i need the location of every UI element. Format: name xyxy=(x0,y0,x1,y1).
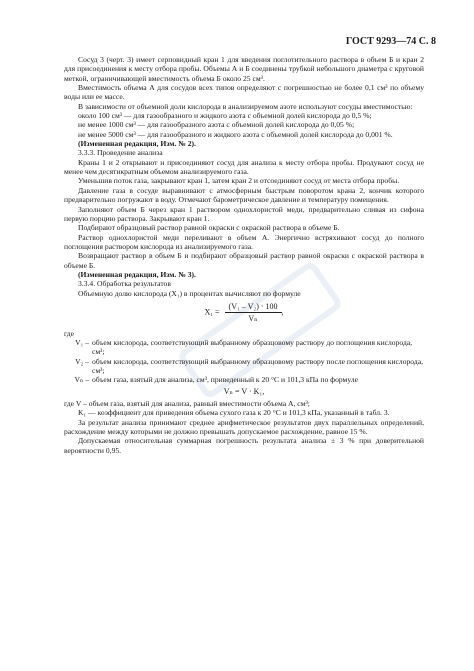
paragraph: Заполняют объем Б через кран 1 раствором однохлористой меди, предварительно сливая из сифона первую порцию раствора. Закрывают кран 1. xyxy=(64,204,424,223)
paragraph: Подбирают образцовый раствор равной окраски с окраской раствора в объеме Б. xyxy=(78,223,340,233)
variable-definition: объем кислорода, соответствующий выбранному образцовому раствору до поглощения кислорода, см³; xyxy=(92,337,413,357)
paragraph: За результат анализа принимают среднее арифметическое результатов двух параллельных определений, расхождение между которыми не должно превышать допускаемое расхождение, равное 15 %. xyxy=(64,417,424,437)
formula-denominator: Vₙ xyxy=(248,314,258,324)
variable-symbol: V₁ – xyxy=(75,337,89,347)
list-item: около 100 см³ — для газообразного и жидкого азота с объемной долей кислорода до 0,5 %; xyxy=(78,111,372,121)
paragraph: Уменьшив поток газа, закрывают кран 1, затем кран 2 и отсоединяют сосуд от места отбора пробы. xyxy=(78,176,400,186)
page-header: ГОСТ 9293—74 С. 8 xyxy=(345,36,436,47)
variable-symbol: V₂ – xyxy=(75,356,89,366)
where-intro: где xyxy=(64,328,74,338)
paragraph: Краны 1 и 2 открывают и присоединяют сосуд для анализа к месту отбора пробы. Продувают сосуд не менее чем десятикратным объемом анализируемого газа. xyxy=(64,157,424,177)
paragraph: В зависимости от объемной доли кислорода в анализируемом азоте используют сосуды вместимостью: xyxy=(78,101,413,111)
formula-x1 xyxy=(64,302,424,324)
revision-note: (Измененная редакция, Изм. № 3). xyxy=(78,269,196,279)
formula-numerator: (V₁ – V₂) · 100 xyxy=(225,302,282,313)
section-heading: 3.3.3. Проведение анализа xyxy=(78,148,163,158)
paragraph: Сосуд 3 (черт. 3) имеет серповидный кран 1 для введения поглотительного раствора в объем Б и кран 2 для присоединения к месту отбора пробы. Объемы А и Б соединены трубкой небольшого диаметра с круговой меткой, ограничивающей вместимость объема Б около 25 см³. xyxy=(64,55,424,83)
list-item: не менее 5000 см³ — для газообразного и жидкого азота с объемной долей кислорода до 0,001 %. xyxy=(78,129,393,139)
paragraph: Объемную долю кислорода (X₁) в процентах вычисляют по формуле xyxy=(78,288,301,298)
formula-comma: , xyxy=(281,307,284,317)
formula-lhs: X₁ = xyxy=(204,307,220,317)
document-body xyxy=(64,55,424,455)
paragraph: K₁ — коэффициент для приведения объема сухого газа к 20 °C и 101,3 кПа, указанный в табл. 3. xyxy=(78,408,390,418)
paragraph: Давление газа в сосуде выравнивают с атмосферным быстрым поворотом крана 2, кончик которого предварительно погружают в воду. Отмечают барометрическое давление и температуру помещения. xyxy=(64,185,424,205)
formula-vn: Vₙ = V · K₁, xyxy=(223,386,265,396)
paragraph: где V – объем газа, взятый для анализа, равный вместимости объема А, см³; xyxy=(64,399,310,409)
section-heading: 3.3.4. Обработка результатов xyxy=(78,279,171,289)
variable-definition: объем кислорода, соответствующий выбранному образцовому раствору после поглощения кислорода, см³; xyxy=(92,356,424,375)
formula-fraction xyxy=(225,302,282,324)
list-item: не менее 1000 см³ — для газообразного азота с объемной долей кислорода до 0,05 %; xyxy=(78,120,355,130)
variable-definition: объем газа, взятый для анализа, см³, приведенный к 20 °C и 101,3 кПа по формуле xyxy=(92,375,358,385)
paragraph: Вместимость объема А для сосудов всех типов определяют с погрешностью не более 0,1 см³ по объему воды или ее массе. xyxy=(64,83,424,102)
variable-definitions xyxy=(64,338,424,385)
variable-symbol: Vₙ – xyxy=(74,375,89,385)
revision-note: (Измененная редакция, Изм. № 2). xyxy=(78,139,196,149)
paragraph: Раствор однохлористой меди переливают в объем А. Энергично встряхивают сосуд до полного поглощения раствором кислорода из анализируемого газа. xyxy=(64,232,424,251)
paragraph: Возвращают раствор в объем Б и подбирают образцовый раствор равной окраски с окраской раствора в объеме Б. xyxy=(64,251,424,270)
paragraph: Допускаемая относительная суммарная погрешность результата анализа ± 3 % при доверительной вероятности 0,95. xyxy=(64,436,424,455)
